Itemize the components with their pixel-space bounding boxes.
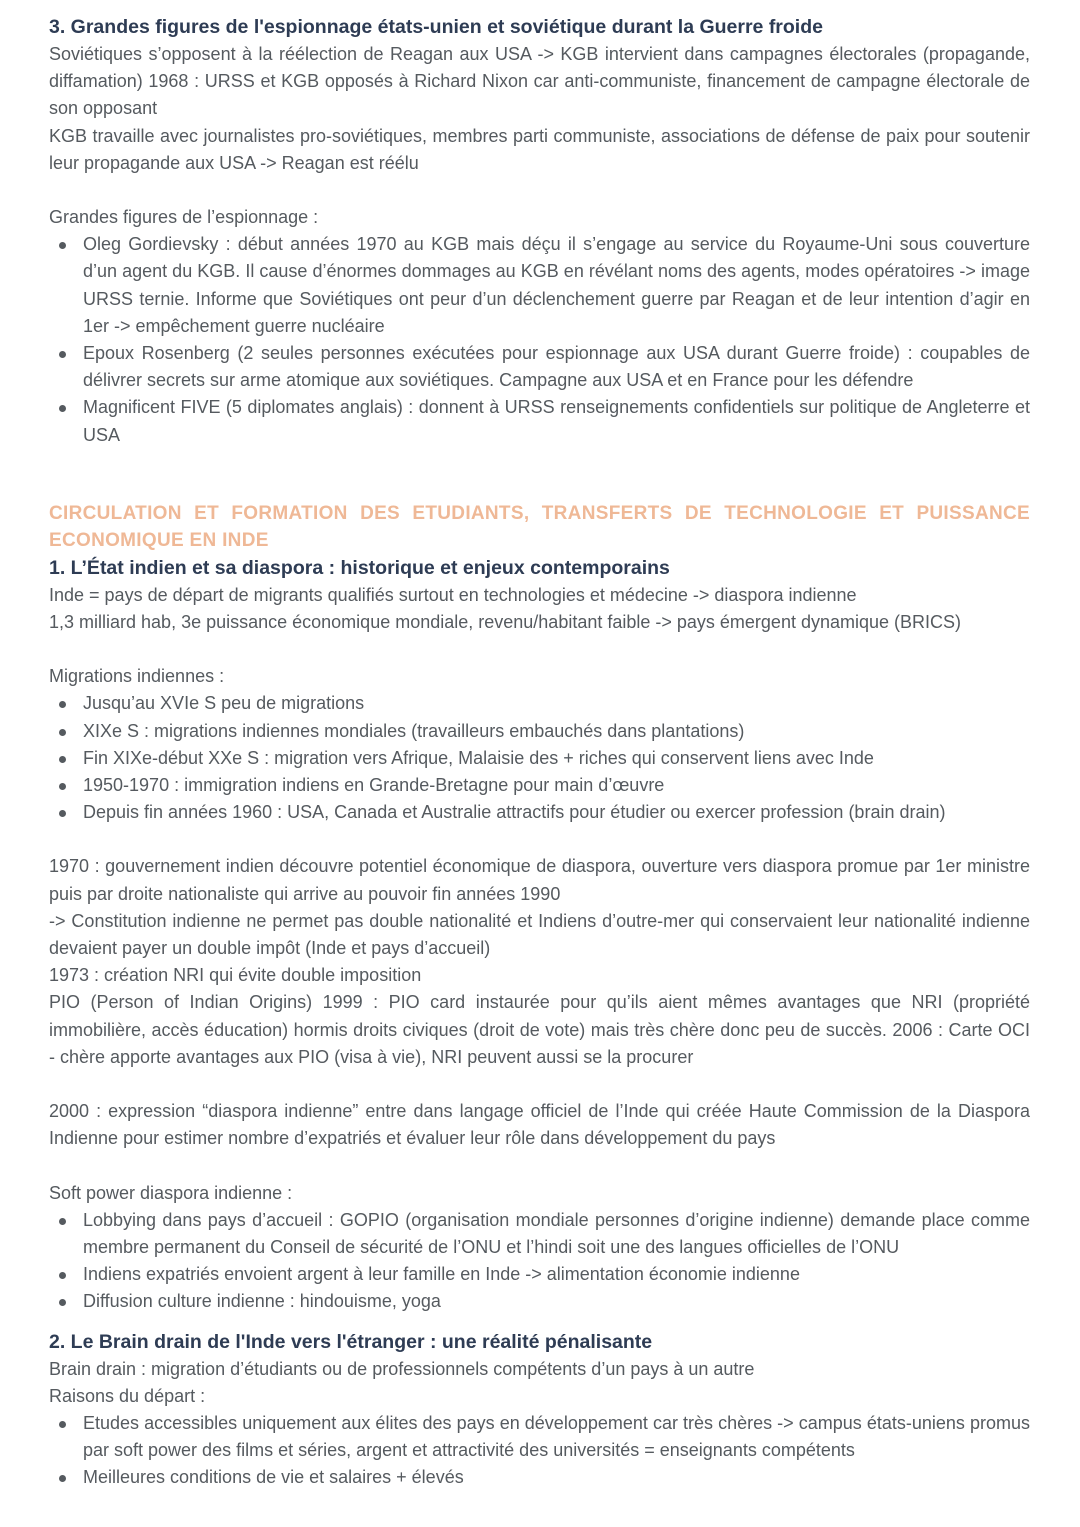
migrations-list (49, 690, 1030, 826)
reasons-list (49, 1410, 1030, 1492)
list-item: Depuis fin années 1960 : USA, Canada et Australie attractifs pour étudier ou exercer profession (brain drain) (83, 799, 1030, 826)
list-item: XIXe S : migrations indiennes mondiales (travailleurs embauchés dans plantations) (83, 718, 1030, 745)
list-item: Jusqu’au XVIe S peu de migrations (83, 690, 1030, 717)
list-item: Indiens expatriés envoient argent à leur famille en Inde -> alimentation économie indienne (83, 1261, 1030, 1288)
list-item: Oleg Gordievsky : début années 1970 au KGB mais déçu il s’engage au service du Royaume-Uni sous couverture d’un agent du KGB. Il cause d’énormes dommages au KGB en révélant noms des agents, modes opératoires -> image URSS ternie. Informe que Soviétiques ont peur d’un déclenchement guerre par Reagan et de leur intention d’agir en 1er -> empêchement guerre nucléaire (83, 231, 1030, 340)
paragraph-inde-depart: Inde = pays de départ de migrants qualifiés surtout en technologies et médecine -> diaspora indienne (49, 584, 857, 605)
section-heading-brain-drain: 2. Le Brain drain de l'Inde vers l'étranger : une réalité pénalisante (49, 1330, 653, 1353)
list-item: Diffusion culture indienne : hindouisme, yoga (83, 1288, 1030, 1315)
paragraph-1973: 1973 : création NRI qui évite double imposition (49, 965, 422, 986)
section-heading-diaspora: 1. L’État indien et sa diaspora : historique et enjeux contemporains (49, 556, 670, 579)
list-item: Fin XIXe-début XXe S : migration vers Afrique, Malaisie des + riches qui conservent liens avec Inde (83, 745, 1030, 772)
list-item: Magnificent FIVE (5 diplomates anglais) : donnent à URSS renseignements confidentiels sur politique de Angleterre et USA (83, 394, 1030, 448)
softpower-list (49, 1207, 1030, 1316)
paragraph-kgb-elections: Soviétiques s’opposent à la réélection de Reagan aux USA -> KGB intervient dans campagnes électorales (propagande, diffamation) 1968 : URSS et KGB opposés à Richard Nixon car anti-communiste, financement de campagne électorale de son opposant (49, 44, 1030, 119)
list-item: Meilleures conditions de vie et salaires + élevés (83, 1464, 1030, 1491)
migrations-title: Migrations indiennes : (49, 666, 225, 687)
reasons-title: Raisons du départ : (49, 1385, 206, 1406)
figures-list (49, 231, 1030, 449)
section-heading-espionnage: 3. Grandes figures de l'espionnage états-unien et soviétique durant la Guerre froide (49, 16, 823, 38)
paragraph-pio: PIO (Person of Indian Origins) 1999 : PIO card instaurée pour qu’ils aient mêmes avantages que NRI (propriété immobilière, accès éducation) hormis droits civiques (droit de vote) mais très chère donc peu de succès. 2006 : Carte OCI - chère apporte avantages aux PIO (visa à vie), NRI peuvent aussi se la procurer (49, 992, 1030, 1067)
list-item: Epoux Rosenberg (2 seules personnes exécutées pour espionnage aux USA durant Guerre froide) : coupables de délivrer secrets sur arme atomique aux soviétiques. Campagne aux USA et en France pour les défendre (83, 340, 1030, 394)
paragraph-2000: 2000 : expression “diaspora indienne” entre dans langage officiel de l’Inde qui crééе Haute Commission de la Diaspora Indienne pour estimer nombre d’expatriés et évaluer leur rôle dans développement du pays (49, 1101, 1030, 1149)
paragraph-constitution: -> Constitution indienne ne permet pas double nationalité et Indiens d’outre-mer qui conservaient leur nationalité indienne devaient payer un double impôt (Inde et pays d’accueil) (49, 910, 1030, 959)
list-item: 1950-1970 : immigration indiens en Grande-Bretagne pour main d’œuvre (83, 772, 1030, 799)
paragraph-kgb-propaganda: KGB travaille avec journalistes pro-soviétiques, membres parti communiste, associations de défense de paix pour soutenir leur propagande aux USA -> Reagan est réélu (49, 125, 1030, 173)
figures-intro: Grandes figures de l’espionnage : (49, 207, 319, 228)
list-item: Lobbying dans pays d’accueil : GOPIO (organisation mondiale personnes d’origine indienne) demande place comme membre permanent du Conseil de sécurité de l’ONU et l’hindi soit une des langues officielles de l’ONU (83, 1207, 1030, 1261)
list-item: Etudes accessibles uniquement aux élites des pays en développement car très chères -> campus états-uniens promus par soft power des films et séries, argent et attractivité des universités = enseignants compétents (83, 1410, 1030, 1464)
main-section-title: CIRCULATION ET FORMATION DES ETUDIANTS, TRANSFERTS DE TECHNOLOGIE ET PUISSANCE ECONOMIQUE EN INDE (49, 502, 1030, 551)
paragraph-inde-stats: 1,3 milliard hab, 3e puissance économique mondiale, revenu/habitant faible -> pays émergent dynamique (BRICS) (49, 612, 962, 633)
paragraph-brain-drain-definition: Brain drain : migration d’étudiants ou de professionnels compétents d’un pays à un autre (49, 1358, 755, 1379)
paragraph-1970: 1970 : gouvernement indien découvre potentiel économique de diaspora, ouverture vers diaspora promue par 1er ministre puis par droite nationaliste qui arrive au pouvoir fin années 1990 (49, 856, 1030, 904)
softpower-title: Soft power diaspora indienne : (49, 1182, 293, 1203)
